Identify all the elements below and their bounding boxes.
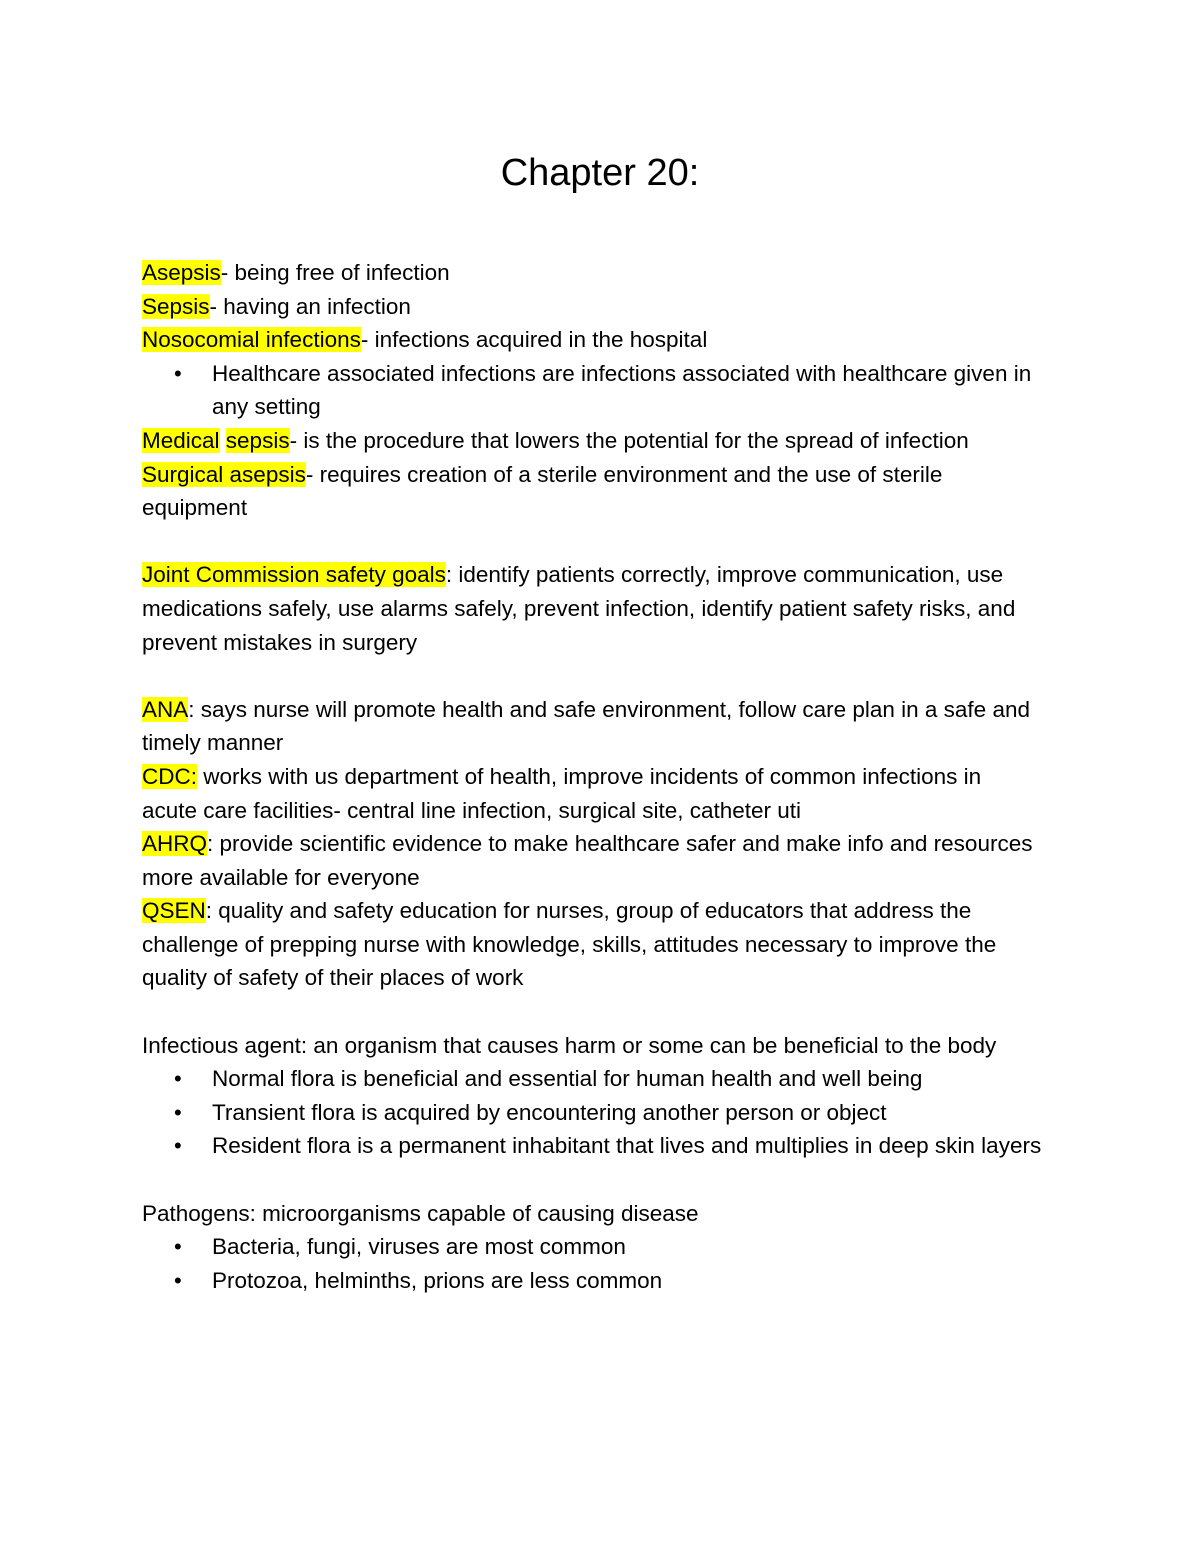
term-highlight: QSEN (142, 898, 206, 924)
term-highlight: Sepsis (142, 293, 210, 319)
list-item (142, 1062, 1042, 1096)
spacer (142, 525, 1042, 559)
document-body (142, 256, 1042, 1297)
list-item (142, 1096, 1042, 1130)
spacer (142, 1163, 1042, 1197)
org-text: works with us department of health, improve incidents of common infections in acute care facilities- central line infection, surgical site, catheter uti (142, 763, 982, 823)
org-qsen (142, 894, 1042, 995)
term-highlight: CDC: (142, 763, 197, 789)
spacer (142, 995, 1042, 1029)
bullet-icon: • (174, 1099, 182, 1125)
nosocomial-bullet-list (142, 357, 1042, 424)
flora-bullet-list (142, 1062, 1042, 1163)
list-item (142, 1129, 1042, 1163)
list-item (142, 1264, 1042, 1298)
term-highlight: ANA (142, 696, 189, 722)
org-ahrq (142, 827, 1042, 894)
definition-asepsis (142, 256, 1042, 290)
term-highlight: AHRQ (142, 831, 208, 857)
definition-text: - infections acquired in the hospital (360, 327, 708, 353)
term-highlight: sepsis (225, 427, 290, 453)
list-item-text: Bacteria, fungi, viruses are most common (212, 1234, 626, 1260)
term-highlight: Joint Commission safety goals (142, 562, 446, 588)
list-item-text: Healthcare associated infections are infections associated with healthcare given in any setting (212, 360, 1032, 420)
list-item (142, 1230, 1042, 1264)
definition-medical-sepsis (142, 424, 1042, 458)
bullet-icon: • (174, 1234, 182, 1260)
definition-surgical-asepsis (142, 458, 1042, 525)
list-item-text: Normal flora is beneficial and essential for human health and well being (212, 1066, 923, 1092)
term-highlight: Asepsis (142, 260, 221, 285)
definition-text: - is the procedure that lowers the potential for the spread of infection (289, 427, 969, 453)
definition-nosocomial (142, 323, 1042, 357)
list-item-text: Resident flora is a permanent inhabitant that lives and multiplies in deep skin layers (212, 1133, 1042, 1159)
bullet-icon: • (174, 1066, 182, 1092)
definition-text: - being free of infection (220, 260, 450, 285)
pathogens-paragraph: Pathogens: microorganisms capable of causing disease (142, 1200, 699, 1226)
page-title: Chapter 20: (500, 152, 700, 194)
term-highlight: Surgical asepsis (142, 461, 306, 487)
infectious-agent-paragraph: Infectious agent: an organism that causes harm or some can be beneficial to the body (142, 1032, 997, 1058)
org-text: : provide scientific evidence to make healthcare safer and make info and resources more available for everyone (142, 831, 1033, 890)
org-text: : quality and safety education for nurses, group of educators that address the challenge of prepping nurse with knowledge, skills, attitudes necessary to improve the quality of safety of their places of work (142, 898, 997, 991)
bullet-icon: • (174, 1267, 182, 1293)
pathogens-bullet-list (142, 1230, 1042, 1297)
list-item-text: Transient flora is acquired by encountering another person or object (212, 1099, 887, 1125)
definition-text: - having an infection (209, 293, 411, 319)
term-highlight: Medical (142, 427, 220, 453)
bullet-icon: • (174, 1133, 182, 1159)
definition-text: - requires creation of a sterile environment and the use of sterile equipment (142, 461, 943, 521)
org-cdc (142, 760, 1042, 827)
list-item-text: Protozoa, helminths, prions are less common (212, 1267, 663, 1293)
joint-commission-paragraph (142, 558, 1042, 659)
bullet-icon: • (174, 360, 182, 386)
definition-sepsis (142, 290, 1042, 324)
list-item (142, 357, 1042, 424)
term-highlight: Nosocomial infections (142, 327, 361, 353)
org-ana (142, 693, 1042, 760)
org-text: : says nurse will promote health and safe environment, follow care plan in a safe and timely manner (142, 696, 1030, 756)
paragraph-text: : identify patients correctly, improve communication, use medications safely, use alarms safely, prevent infection, identify patient safety risks, and prevent mistakes in surgery (142, 562, 1016, 655)
spacer (142, 659, 1042, 693)
